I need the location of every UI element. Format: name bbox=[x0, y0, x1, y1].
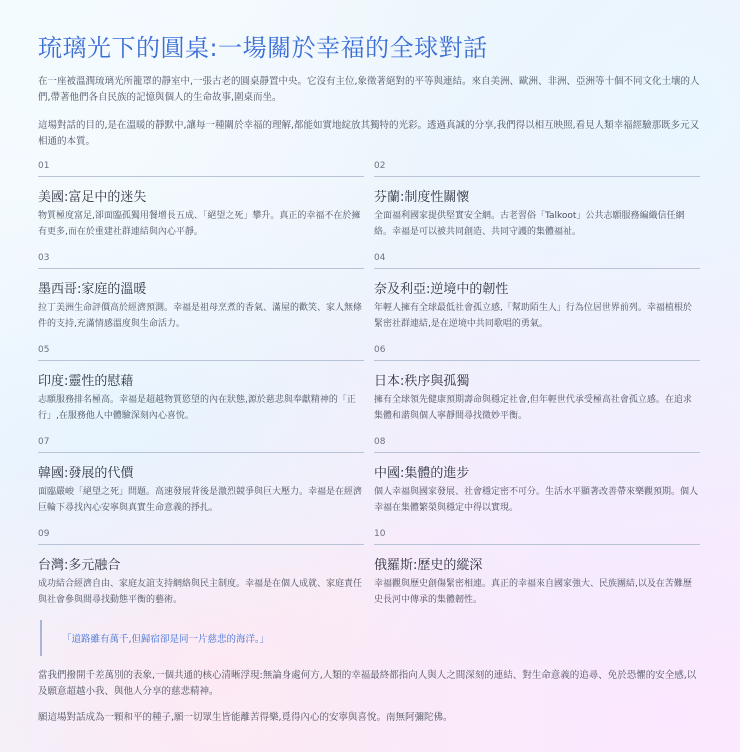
country-card bbox=[374, 437, 700, 516]
country-card bbox=[374, 253, 700, 332]
card-body: 物質極度富足,卻面臨孤獨用餐增長五成、「絕望之死」攀升。真正的幸福不在於擁有更多,而在於重建社群連結與內心平靜。 bbox=[38, 211, 361, 237]
quote-block bbox=[40, 620, 700, 656]
quote-text: 「道路雖有萬千,但歸宿卻是同一片慈悲的海洋。」 bbox=[62, 634, 270, 645]
card-body: 成功結合經濟自由、家庭友誼支持網絡與民主制度。幸福是在個人成就、家庭責任與社會參與間尋找動態平衡的藝術。 bbox=[38, 579, 363, 605]
card-number: 03 bbox=[38, 253, 50, 263]
card-divider bbox=[374, 176, 700, 177]
card-number: 06 bbox=[374, 345, 386, 355]
country-card bbox=[38, 529, 364, 608]
closing-paragraph: 當我們撥開千差萬別的表象,一個共通的核心清晰浮現:無論身處何方,人類的幸福最終都指向人與人之間深刻的連結、對生命意義的追尋、免於恐懼的安全感,以及願意超越小我、與他人分享的慈悲精神。 bbox=[38, 670, 697, 697]
card-title: 韓國:發展的代價 bbox=[38, 466, 134, 481]
closing-paragraph: 願這場對話成為一顆和平的種子,願一切眾生皆能離苦得樂,覓得內心的安寧與喜悅。南無阿彌陀佛。 bbox=[38, 712, 453, 723]
card-title: 奈及利亞:逆境中的韌性 bbox=[374, 282, 509, 297]
card-body: 全面福利國家提供堅實安全網。古老習俗「Talkoot」公共志願服務編織信任網絡。幸福是可以被共同創造、共同守護的集體福祉。 bbox=[374, 211, 685, 237]
card-number: 08 bbox=[374, 437, 386, 447]
card-body: 拉丁美洲生命評價高於經濟預測。幸福是祖母烹煮的香氣、滿屋的歡笑、家人無條件的支持,充滿情感溫度與生命活力。 bbox=[38, 303, 363, 329]
card-divider bbox=[38, 176, 364, 177]
card-title: 中國:集體的進步 bbox=[374, 466, 470, 481]
card-divider bbox=[38, 544, 364, 545]
card-body: 幸福觀與歷史創傷緊密相連。真正的幸福來自國家強大、民族團結,以及在苦難歷史長河中傳承的集體韌性。 bbox=[374, 579, 692, 605]
card-title: 墨西哥:家庭的溫暖 bbox=[38, 282, 147, 297]
page-title: 琉璃光下的圓桌:一場關於幸福的全球對話 bbox=[38, 34, 488, 62]
card-number: 02 bbox=[374, 161, 386, 171]
card-divider bbox=[38, 360, 364, 361]
card-body: 年輕人擁有全球最低社會孤立感,「幫助陌生人」行為位居世界前列。幸福植根於緊密社群連結,是在逆境中共同歌唱的勇氣。 bbox=[374, 303, 692, 329]
card-divider bbox=[374, 452, 700, 453]
country-card bbox=[38, 345, 364, 424]
card-number: 01 bbox=[38, 161, 50, 171]
card-number: 07 bbox=[38, 437, 50, 447]
card-divider bbox=[38, 452, 364, 453]
country-card bbox=[38, 253, 364, 332]
intro-paragraph: 這場對話的目的,是在溫暖的靜默中,讓每一種關於幸福的理解,都能如實地綻放其獨特的光彩。透過真誠的分享,我們得以相互映照,看見人類幸福經驗那既多元又相通的本質。 bbox=[38, 120, 700, 147]
card-body: 面臨嚴峻「絕望之死」問題。高速發展背後是激烈競爭與巨大壓力。幸福是在經濟巨輪下尋找內心安寧與真實生命意義的掙扎。 bbox=[38, 487, 363, 513]
country-card bbox=[374, 161, 700, 240]
intro-paragraph: 在一座被溫潤琉璃光所籠罩的靜室中,一張古老的圓桌靜置中央。它沒有主位,象徵著絕對的平等與連結。來自美洲、歐洲、非洲、亞洲等十個不同文化土壤的人們,帶著他們各自民族的記憶與個人的生命故事,圍桌而坐。 bbox=[38, 76, 700, 103]
country-card bbox=[374, 529, 700, 608]
card-title: 日本:秩序與孤獨 bbox=[374, 374, 470, 389]
card-divider bbox=[38, 268, 364, 269]
card-number: 04 bbox=[374, 253, 386, 263]
card-number: 10 bbox=[374, 529, 386, 539]
card-number: 09 bbox=[38, 529, 50, 539]
card-divider bbox=[374, 268, 700, 269]
card-title: 芬蘭:制度性關懷 bbox=[374, 190, 470, 205]
card-title: 美國:富足中的迷失 bbox=[38, 190, 147, 205]
card-body: 個人幸福與國家發展、社會穩定密不可分。生活水平顯著改善帶來樂觀預期。個人幸福在集體繁榮與穩定中得以實現。 bbox=[374, 487, 699, 513]
country-card bbox=[374, 345, 700, 424]
card-number: 05 bbox=[38, 345, 50, 355]
card-title: 俄羅斯:歷史的縱深 bbox=[374, 558, 483, 573]
card-body: 志願服務排名極高。幸福是超越物質慾望的內在狀態,源於慈悲與奉獻精神的「正行」,在服務他人中體驗深刻內心喜悅。 bbox=[38, 395, 356, 421]
card-divider bbox=[374, 360, 700, 361]
card-title: 印度:靈性的慰藉 bbox=[38, 374, 134, 389]
country-card bbox=[38, 161, 364, 240]
card-body: 擁有全球領先健康預期壽命與穩定社會,但年輕世代承受極高社會孤立感。在追求集體和諧與個人寧靜間尋找微妙平衡。 bbox=[374, 395, 692, 421]
card-divider bbox=[374, 544, 700, 545]
card-title: 台灣:多元融合 bbox=[38, 558, 121, 573]
country-card bbox=[38, 437, 364, 516]
